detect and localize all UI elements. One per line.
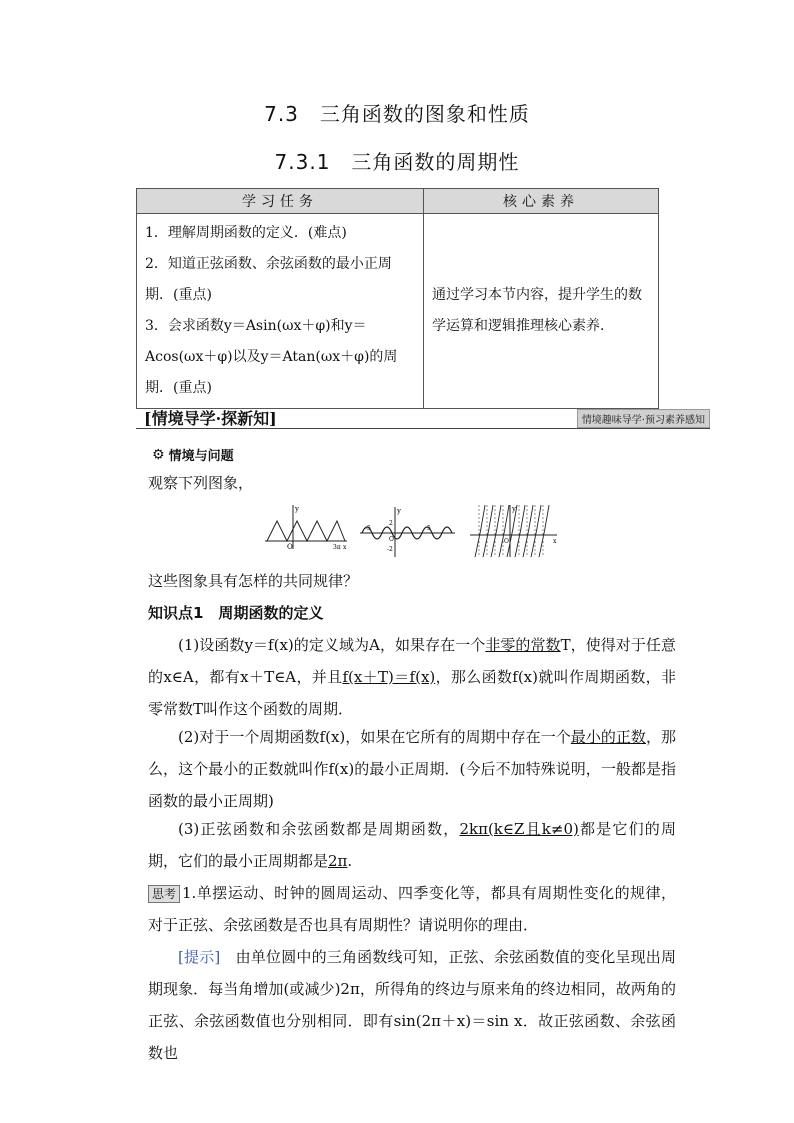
fig2-label: 2 bbox=[389, 520, 393, 527]
section-tag: 情境趣味导学·预习素养感知 bbox=[577, 409, 710, 428]
text: (1)设函数y＝f(x)的定义域为A，如果存在一个 bbox=[178, 636, 486, 654]
situation-heading bbox=[152, 445, 234, 464]
task-item: 2．知道正弦函数、余弦函数的最小正周期．(重点) bbox=[145, 256, 392, 303]
section-bar bbox=[136, 404, 710, 429]
fig1-label: x bbox=[343, 544, 347, 551]
text: 都是它们的周期，它们的最小正周期都是 bbox=[148, 820, 676, 870]
fig2-label: O bbox=[389, 536, 394, 543]
fig2-label: y bbox=[397, 507, 401, 515]
knowledge-para-3 bbox=[148, 813, 676, 877]
subsection-title: 7.3.1 三角函数的周期性 bbox=[274, 150, 520, 174]
function-graphs bbox=[265, 503, 565, 563]
graphs-svg bbox=[265, 503, 565, 559]
underlined-answer: 最小的正数 bbox=[570, 728, 646, 746]
observe-text: 观察下列图象， bbox=[148, 474, 254, 492]
literacy-cell: 通过学习本节内容，提升学生的数学运算和逻辑推理核心素养. bbox=[424, 214, 659, 409]
hint-text: 由单位圆中的三角函数线可知，正弦、余弦函数值的变化呈现出周期现象．每当角增加(或减少)2π，所得角的终边与原来角的终边相同，故两角的正弦、余弦函数值也分别相同．即有sin(2π＋x)＝sin x．故正弦函数、余弦函数也 bbox=[148, 948, 676, 1062]
tangent-graph bbox=[470, 505, 557, 557]
think-label: 思考 bbox=[148, 885, 180, 903]
text: (3)正弦函数和余弦函数都是周期函数， bbox=[178, 820, 460, 838]
fig2-label: -5 bbox=[365, 525, 371, 532]
think-para bbox=[148, 877, 676, 941]
underlined-answer: 非零的常数 bbox=[485, 636, 561, 654]
text: ，那么，这个最小的正数就叫作f(x)的最小正周期．(今后不加特殊说明，一般都是指函数的最小正周期) bbox=[148, 728, 676, 810]
task-list bbox=[137, 214, 424, 409]
knowledge-para-2 bbox=[148, 721, 676, 817]
triangle-wave-graph bbox=[265, 505, 347, 551]
underlined-answer: 2kπ(k∈Z且k≠0) bbox=[459, 820, 579, 838]
knowledge-para-1 bbox=[148, 629, 676, 725]
section-title: 7.3 三角函数的图象和性质 bbox=[264, 102, 530, 126]
fig1-label: 3π bbox=[333, 544, 341, 551]
literacy-header: 核心素养 bbox=[424, 189, 659, 214]
knowledge-title: 知识点1 周期函数的定义 bbox=[148, 604, 324, 622]
gear-icon: ⚙ bbox=[152, 446, 165, 463]
fig2-label: -2 bbox=[387, 546, 393, 553]
situation-heading-text: 情境与问题 bbox=[168, 449, 234, 464]
underlined-answer: 2π bbox=[328, 852, 348, 870]
think-text: 1.单摆运动、时钟的圆周运动、四季变化等，都具有周期性变化的规律，对于正弦、余弦函数是否也具有周期性？请说明你的理由． bbox=[148, 884, 676, 934]
section-heading: [情境导学·探新知] bbox=[144, 409, 277, 428]
fig3-label: O bbox=[504, 538, 509, 545]
text: T，使得对于任意的x∈A，都有x＋T∈A，并且 bbox=[148, 636, 676, 686]
task-item: 1．理解周期函数的定义．(难点) bbox=[145, 225, 347, 241]
task-item: 3．会求函数y＝Asin(ωx＋φ)和y＝Acos(ωx＋φ)以及y＝Atan(ωx＋φ)的周期．(重点) bbox=[145, 318, 398, 396]
fig1-label: y bbox=[295, 505, 299, 513]
sine-wave-graph bbox=[360, 507, 455, 557]
text: . bbox=[347, 852, 353, 870]
hint-label: [提示] bbox=[178, 948, 221, 966]
hint-para bbox=[148, 941, 676, 1069]
fig2-label: 5 bbox=[427, 525, 431, 532]
question-text: 这些图象具有怎样的共同规律？ bbox=[148, 572, 359, 590]
fig3-label: y bbox=[512, 505, 516, 513]
task-header: 学习任务 bbox=[137, 189, 424, 214]
fig1-label: O bbox=[287, 543, 293, 551]
task-table bbox=[136, 188, 659, 409]
text: (2)对于一个周期函数f(x)，如果在它所有的周期中存在一个 bbox=[178, 728, 571, 746]
fig3-label: x bbox=[553, 538, 557, 545]
underlined-answer: f(x＋T)＝f(x) bbox=[342, 668, 436, 686]
text: ，那么函数f(x)就叫作周期函数，非零常数T叫作这个函数的周期． bbox=[148, 668, 677, 718]
